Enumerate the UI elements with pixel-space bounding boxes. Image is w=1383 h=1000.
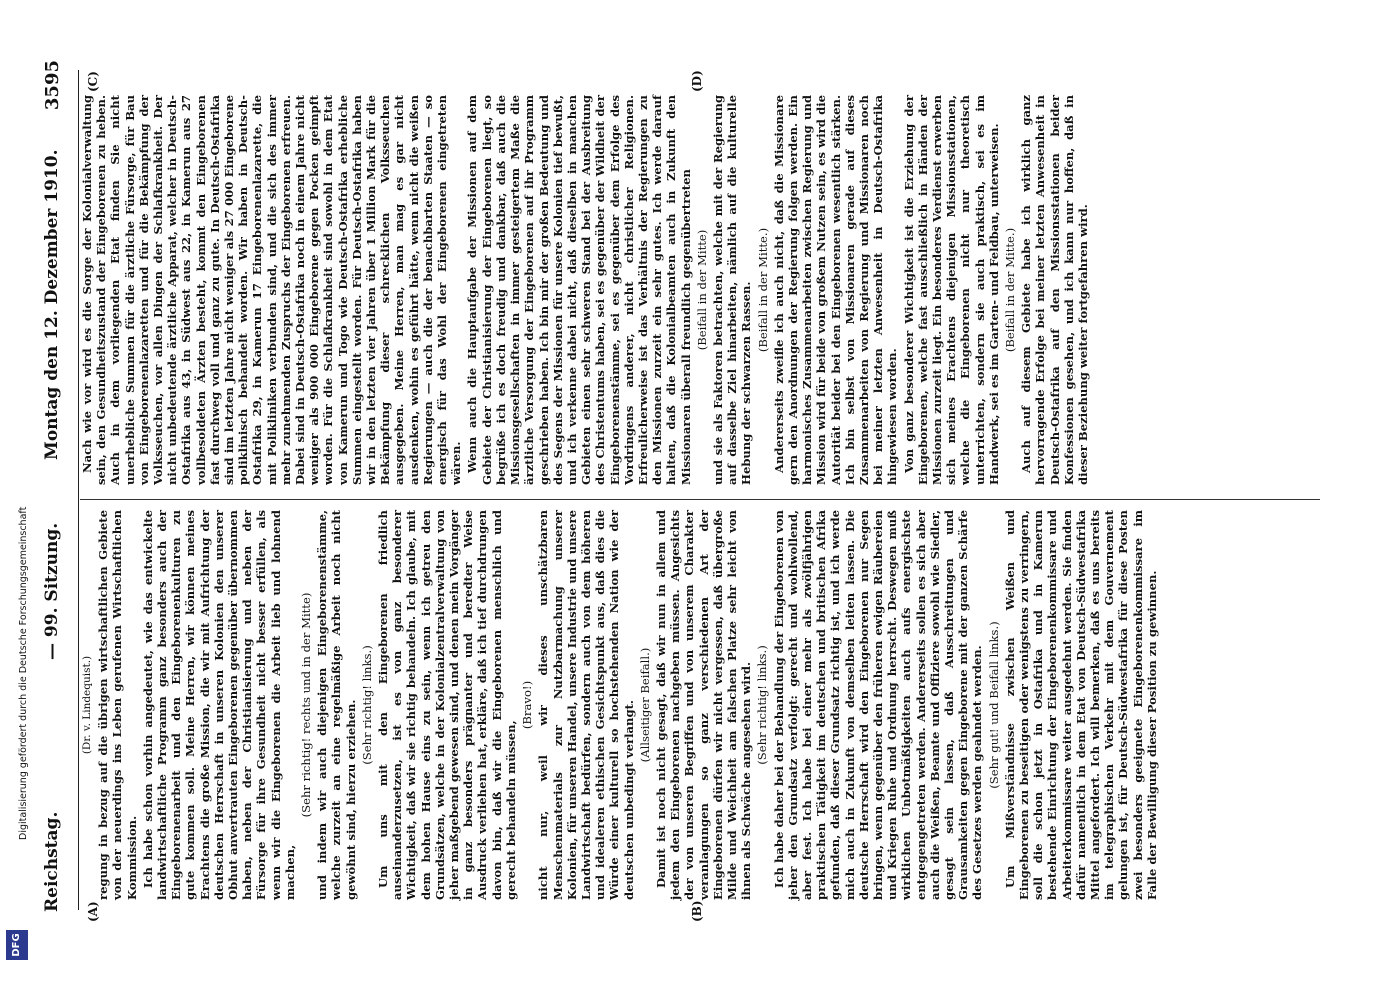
interjection: (Beifall in der Mitte.): [1003, 227, 1017, 353]
column-divider: [80, 499, 1320, 500]
paragraph: Damit ist noch nicht gesagt, daß wir nun in allem und jedem den Eingeborenen nachgeben müssen. Angesichts der von unseren Begriffen und von unserem Charakter veranlagungen so ganz verschiedenen Art der Eingeborenen dürfen wir nicht vergessen, daß übergroße Milde und Weichheit am falschen Platze sehr leicht von ihnen als Schwäche angesehen wird.: [653, 510, 754, 900]
paragraph: Um uns mit den Eingeborenen friedlich auseinanderzusetzen, ist es von ganz besonderer Wichtigkeit, daß wir sie richtig behandeln. Ich glaube, mit dem hohen Hause eins zu sein, wenn ich getreu den Grundsätzen, welche in der Kolonialzentralverwaltung von jeher maßgebend gewesen sind, und denen mein Vorgänger in ganz besonders prägnanter und beredter Weise Ausdruck verliehen hat, erkläre, daß ich tief durchdrungen davon bin, daß wir die Eingeborenen menschlich und gerecht behandeln müssen,: [376, 510, 518, 900]
interjection: (Sehr richtig! links.): [359, 645, 374, 765]
page-number: 3595: [42, 60, 63, 111]
header-reichstag: Reichstag.: [42, 811, 62, 912]
page-header: [42, 40, 74, 960]
digitization-note: Digitalisierung gefördert durch die Deutsche Forschungsgemeinschaft: [18, 506, 29, 840]
left-column: [80, 510, 1161, 900]
right-column: [80, 95, 1092, 485]
paragraph: nicht nur, weil wir dieses unschätzbaren Menschenmaterials zur Nutzbarmachung unserer Kolonien, für unseren Handel, unsere Industrie und unsere Landwirtschaft bedürfen, sondern auch von dem höheren und idealeren ethischen Gesichtspunkt aus, daß dies die Würde einer kulturell so hochstehenden Nation wie der deutschen unbedingt verlangt.: [536, 510, 636, 900]
paragraph: Ich habe schon vorhin angedeutet, wie das entwickelte landwirtschaftliche Programm ganz besonders auch der Eingeborenenarbeit und den Eingeborenenkulturen zu gute kommen soll. Meine Herren, wir können meines Erachtens die große Mission, die wir mit Aufrichtung der deutschen Herrschaft in unseren Kolonien den unserer Obhut anvertrauten Eingeborenen gegenüber übernommen haben, neben der Christianisierung und neben der Fürsorge für ihre Gesundheit nicht besser erfüllen, als wenn wir die Eingeborenen die Arbeit lieb und lohnend machen,: [140, 510, 297, 900]
speaker-note: (Dr. v. Lindequist.): [81, 655, 93, 755]
header-rule: [78, 70, 79, 910]
interjection: (Beifall in der Mitte.): [755, 227, 770, 353]
interjection: (Beifall in der Mitte): [694, 229, 709, 351]
header-date: Montag den 12. Dezember 1910.: [42, 149, 62, 460]
header-session: — 99. Sitzung.: [42, 522, 62, 660]
margin-letter-a: (A): [86, 901, 100, 922]
paragraph: Andererseits zweifle ich auch nicht, daß die Missionare gern den Anordnungen der Regierung folgen werden. Ein harmonisches Zusammenarbeiten zwischen Regierung und Mission wird für beide von großem Nutzen sein, es wird die Autorität beider bei den Eingeborenen wesentlich stärken. Ich bin selbst von Missionaren gerade auf dieses Zusammenarbeiten von Regierung und Missionaren noch bei meiner letzten Anwesenheit in Deutsch-Ostafrika hingewiesen worden.: [771, 95, 900, 485]
margin-letter-c: (C): [86, 71, 100, 92]
interjection: (Allseitiger Beifall.): [637, 647, 652, 763]
paragraph: regung in bezug auf die übrigen wirtschaftlichen Gebiete von der neuerdings ins Leben gerufenen Wirtschaftlichen Kommission.: [96, 510, 139, 900]
paragraph: Wenn auch die Hauptaufgabe der Missionen auf dem Gebiete der Christianisierung der Eingeborenen liegt, so begrüße ich es doch freudig und dankbar, daß auch die Missionsgesellschaften in immer gesteigertem Maße die ärztliche Versorgung der Eingeborenen auf ihr Programm geschrieben haben. Ich bin mir der großen Bedeutung und des Segens der Missionen für unsere Kolonien tief bewußt, und ich verkenne dabei nicht, daß dieselben in manchen Gebieten einen sehr schweren Stand bei der Ausbreitung des Christentums haben, sei es gegenüber der Wildheit der Eingeborenenstämme, sei es gegenüber dem Erfolge des Vordringens anderer, nicht christlicher Religionen. Erfreulicherweise ist das Verhältnis der Regierungen zu den Missionen zurzeit ein sehr gutes. Ich werde darauf halten, daß die Kolonialbeamten auch in Zukunft den Missionaren überall freundlich gegenübertreten: [465, 95, 693, 485]
paragraph: Um Mißverständnisse zwischen Weißen und Eingeborenen zu beseitigen oder wenigstens zu verringern, soll die schon jetzt in Ostafrika und in Kamerun bestehende Einrichtung der Eingeborenenkommissare und Arbeiterkommissare weiter ausgedehnt werden. Sie finden dafür namentlich in dem Etat von Deutsch-Südwestafrika Mittel angefordert. Ich will bemerken, daß es uns bereits im telegraphischen Verkehr mit dem Gouvernement gelungen ist, für Deutsch-Südwestafrika für diese Posten zwei besonders geeignete Eingeborenenkommissare im Falle der Bewilligung dieser Position zu gewinnen.: [1002, 510, 1159, 900]
paragraph: Ich habe daher bei der Behandlung der Eingeborenen von jeher den Grundsatz verfolgt: gerecht und wohlwollend, aber fest. Ich habe bei einer mehr als zwölfjährigen praktischen Tätigkeit im deutschen und britischen Afrika gefunden, daß dieser Grundsatz richtig ist, und ich werde mich auch in Zukunft von demselben leiten lassen. Die deutsche Herrschaft wird den Eingeborenen nur Segen bringen, wenn gegenüber den früheren ewigen Räubereien und Kriegen Ruhe und Ordnung herrscht. Deswegen muß wirklichen Unbotmäßigkeiten auch aufs energischste entgegengetreten werden. Andererseits sollen es sich aber auch die Weißen, Beamte und Offiziere sowohl wie Siedler, gesagt sein lassen, daß Ausschreitungen und Grausamkeiten gegen Eingeborene mit der ganzen Schärfe des Gesetzes werden geahndet werden.: [771, 510, 985, 900]
paragraph: und sie als Faktoren betrachten, welche mit der Regierung auf dasselbe Ziel hinarbeiten, nämlich auf die kulturelle Hebung der schwarzen Rassen.: [710, 95, 754, 485]
margin-letter-d: (D): [690, 70, 704, 92]
paragraph: Auch auf diesem Gebiete habe ich wirklich ganz hervorragende Erfolge bei meiner letzten Anwesenheit in Deutsch-Ostafrika auf den Missionsstationen beider Konfessionen gesehen, und ich kann nur hoffen, daß in dieser Beziehung weiter fortgefahren wird.: [1019, 95, 1091, 485]
interjection: (Sehr richtig! rechts und in der Mitte): [299, 592, 314, 818]
interjection: (Bravo!): [520, 680, 535, 730]
interjection: (Sehr gut! und Beifall links.): [986, 621, 1001, 789]
paragraph: und indem wir auch diejenigen Eingeborenenstämme, welche zurzeit an eine regelmäßige Arbeit noch nicht gewöhnt sind, hierzu erziehen.: [315, 510, 358, 900]
interjection: (Sehr richtig! links.): [755, 645, 770, 765]
dfg-logo: DFG: [6, 930, 28, 960]
paragraph: Nach wie vor wird es die Sorge der Kolonialverwaltung sein, den Gesundheitszustand der Eingeborenen zu heben. Auch in dem vorliegenden Etat finden Sie nicht unerhebliche Summen für die ärztliche Fürsorge, für Bau von Eingeborenenlazaretten und für die Bekämpfung der Volksseuchen, vor allen Dingen der Schlafkrankheit. Der nicht unbedeutende ärztliche Apparat, welcher in Deutsch-Ostafrika aus 43, in Südwest aus 22, in Kamerun aus 27 vollbesoldeten Ärzten besteht, kommt den Eingeborenen fast durchweg voll und ganz zu gute. In Deutsch-Ostafrika sind im letzten Jahre nicht weniger als 27 000 Eingeborene poliklinisch behandelt worden. Wir haben in Deutsch-Ostafrika 29, in Kamerun 17 Eingeborenenlazarette, die mit Polikliniken verbunden sind, und die sich des immer mehr zunehmenden Zuspruchs der Eingeborenen erfreuen. Dabei sind in Deutsch-Ostafrika noch in einem Jahre nicht weniger als 900 000 Eingeborene gegen Pocken geimpft worden. Für die Schlafkrankheit sind sowohl in dem Etat von Kamerun und Togo wie Deutsch-Ostafrika erhebliche Summen eingestellt worden. Für Deutsch-Ostafrika haben wir in den letzten vier Jahren über 1 Million Mark für die Bekämpfung dieser schrecklichen Volksseuchen ausgegeben. Meine Herren, man mag es gar nicht ausdenken, wohin es geführt hätte, wenn nicht die weißen Regierungen — auch die der benachbarten Staaten — so energisch für das Wohl der Eingeborenen eingetreten wären.: [80, 95, 464, 485]
margin-letter-b: (B): [690, 900, 704, 922]
paragraph: Von ganz besonderer Wichtigkeit ist die Erziehung der Eingeborenen, welche fast ausschließlich in Händen der Missionen zurzeit liegt. Ein besonderes Verdienst erwerben sich meines Erachtens diejenigen Missionsstationen, welche die Eingeborenen nicht nur theoretisch unterrichten, sondern sie auch praktisch, sei es im Handwerk, sei es im Garten- und Feldbau, unterweisen.: [901, 95, 1001, 485]
